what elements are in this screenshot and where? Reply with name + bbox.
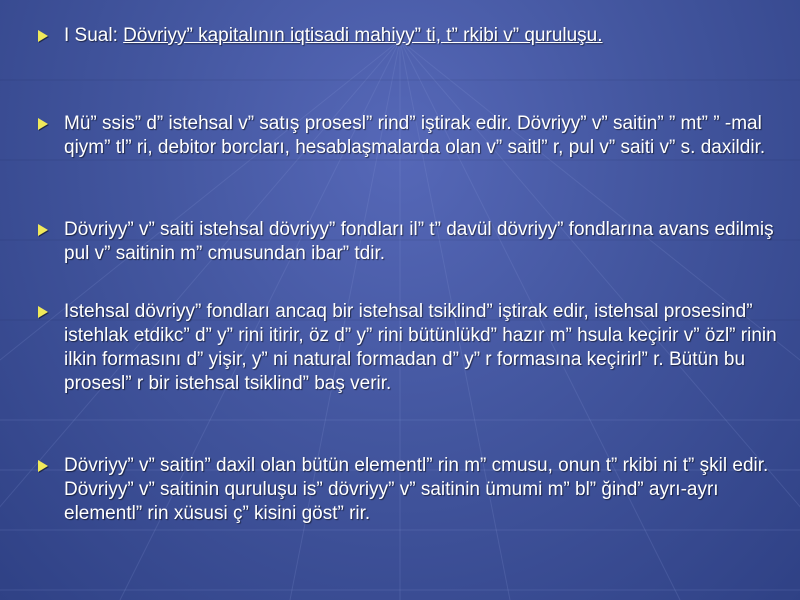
question-title: Dövriyy” kapitalının iqtisadi mahiyy” ti, t” rkibi v” quruluşu. bbox=[123, 25, 603, 46]
bullet-item-composition bbox=[38, 218, 778, 266]
triangle-bullet-icon bbox=[38, 30, 48, 42]
triangle-bullet-icon bbox=[38, 460, 48, 472]
question-label: I Sual: bbox=[64, 25, 124, 46]
triangle-bullet-icon bbox=[38, 306, 48, 318]
bullet-text: Dövriyy” v” saiti istehsal dövriyy” fondları il” t” davül dövriyy” fondlarına avans edilmiş pul v” saitinin m” cmusundan ibar” tdir. bbox=[64, 219, 774, 264]
bullet-text: Istehsal dövriyy” fondları ancaq bir istehsal tsiklind” iştirak edir, istehsal prosesind” istehlak etdikc” d” y” rini itirir, öz d” y” rini bütünlükd” hazır m” hsula keçirir v” özl” rinin ilkin formasını d” yişir, y” ni natural formadan d” y” r formasına keçirirl” r. Bütün bu prosesl” r bir istehsal tsiklind” baş verir. bbox=[64, 301, 777, 394]
bullet-item-structure bbox=[38, 454, 778, 526]
bullet-text: Mü” ssis” d” istehsal v” satış prosesl” rind” iştirak edir. Dövriyy” v” saitin” ” mt” ” -mal qiym” tl” ri, debitor borcları, hesablaşmalarda olan v” saitl” r, pul v” saiti v” s. daxildir. bbox=[64, 113, 766, 158]
bullet-text: Dövriyy” v” saitin” daxil olan bütün elementl” rin m” cmusu, onun t” rkibi ni t” şkil edir. Dövriyy” v” saitinin quruluşu is” dövriyy” v” saitinin ümumi m” bl” ğind” ayrı-ayrı elementl” rin xüsusi ç” kisini göst” rir. bbox=[64, 455, 769, 524]
triangle-bullet-icon bbox=[38, 224, 48, 236]
triangle-bullet-icon bbox=[38, 118, 48, 130]
bullet-item-question bbox=[38, 24, 778, 48]
bullet-item-production-cycle bbox=[38, 300, 778, 396]
bullet-item-definition bbox=[38, 112, 778, 160]
